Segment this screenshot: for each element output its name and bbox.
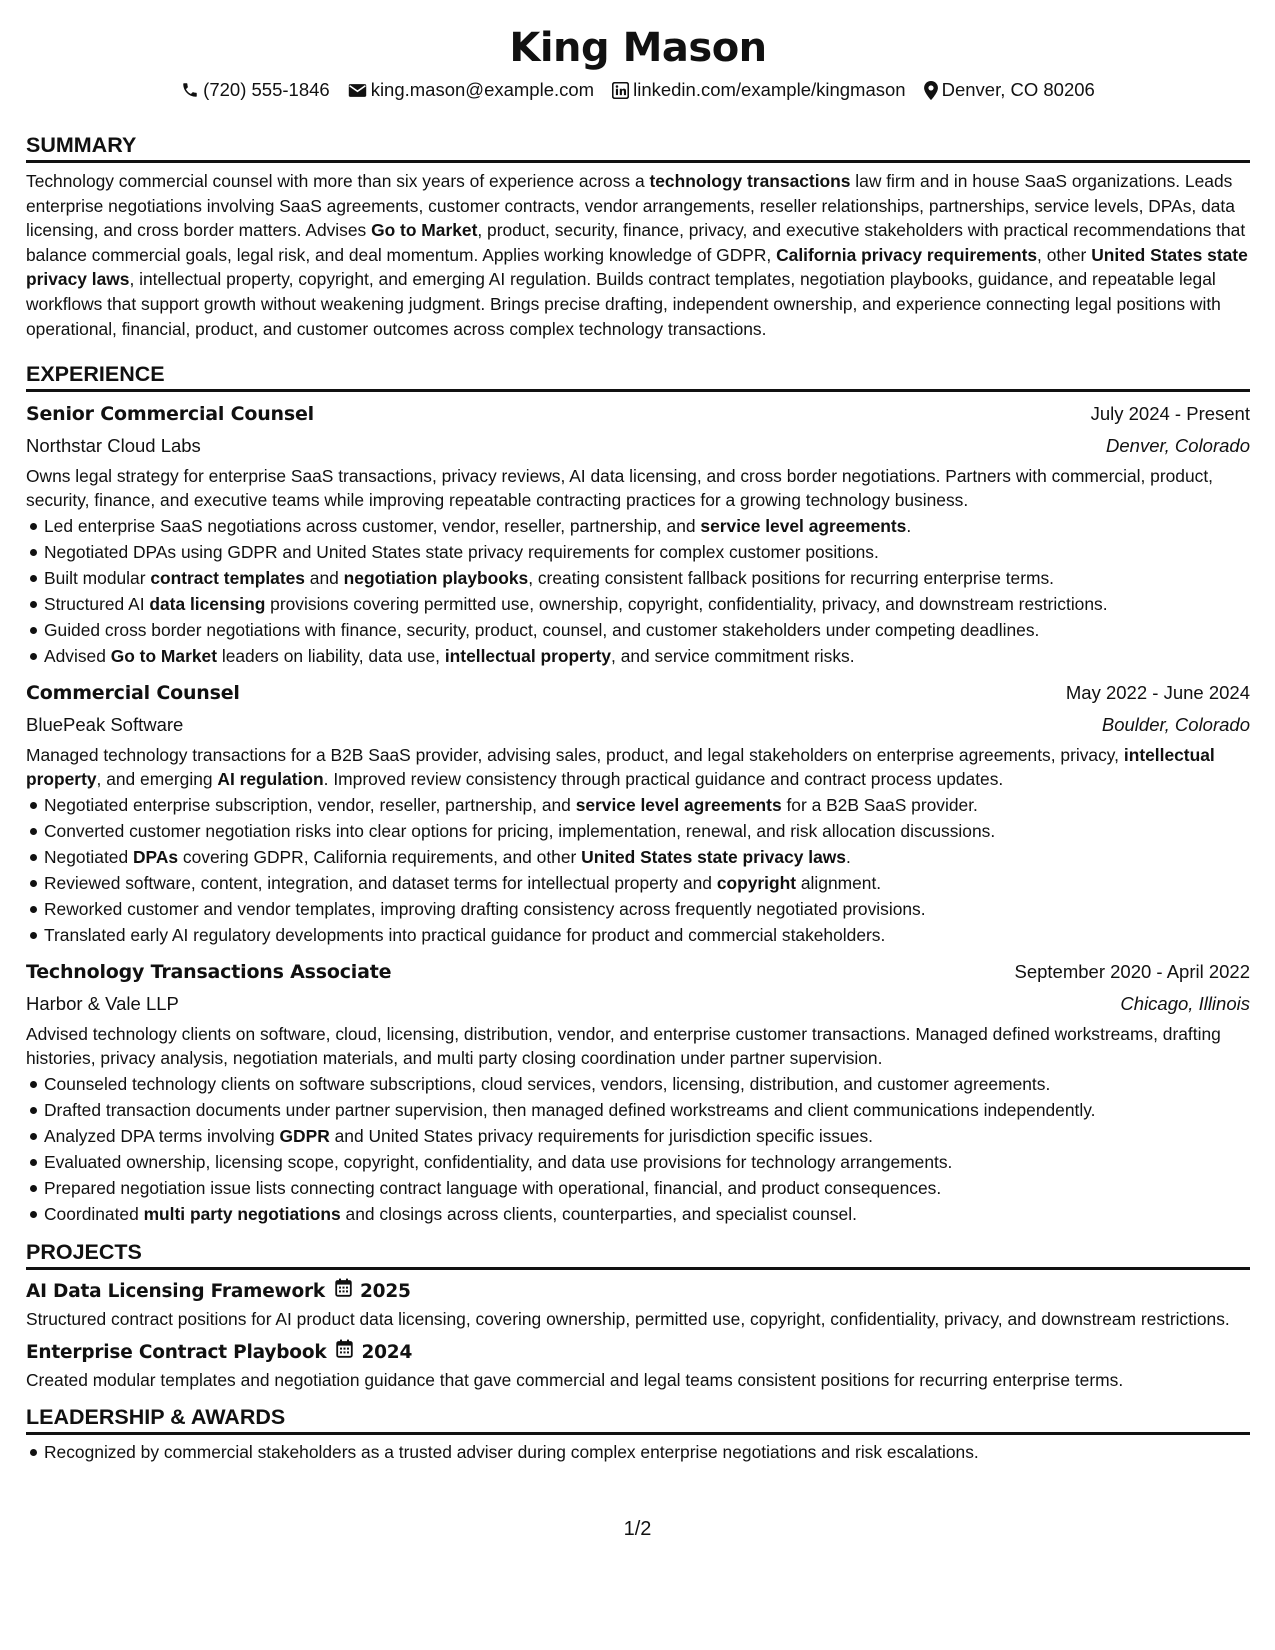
- phone-text: (720) 555-1846: [203, 79, 330, 100]
- bold-text: Go to Market: [110, 646, 217, 667]
- text-run: leaders on liability, data use,: [217, 646, 445, 667]
- project-name: AI Data Licensing Framework: [26, 1281, 325, 1303]
- job-location: Boulder, Colorado: [1101, 714, 1250, 736]
- text-run: Translated early AI regulatory developments into practical guidance for product and commercial stakeholders.: [44, 925, 886, 946]
- text-run: Technology commercial counsel with more than six years of experience across a: [26, 171, 650, 191]
- project-date: [335, 1276, 411, 1307]
- page-number: 1/2: [623, 1518, 652, 1540]
- bullet-item: [26, 792, 1250, 818]
- bold-text: California privacy requirements: [776, 244, 1038, 265]
- bullet-item: [26, 513, 1250, 539]
- job-dates: May 2022 - June 2024: [1065, 682, 1250, 704]
- bullet-item: [26, 617, 1250, 643]
- bullet-item: [26, 591, 1250, 617]
- project-entry: [26, 1276, 1250, 1331]
- project-date: [336, 1337, 412, 1368]
- contact-linkedin[interactable]: [612, 78, 906, 102]
- section-title: SUMMARY: [26, 132, 1250, 163]
- job-subheader: [26, 430, 1250, 461]
- bold-text: intellectual property: [444, 646, 612, 667]
- phone-icon: [181, 81, 199, 99]
- linkedin-text: linkedin.com/example/kingmason: [633, 79, 906, 100]
- bold-text: AI regulation: [217, 769, 324, 790]
- bullet-item: [26, 539, 1250, 565]
- text-run: , other: [1037, 244, 1092, 265]
- company-name: Harbor & Vale LLP: [26, 993, 179, 1015]
- contact-email[interactable]: [348, 78, 594, 102]
- bold-text: United States state privacy laws: [26, 244, 1248, 290]
- bullet-item: [26, 1175, 1250, 1201]
- company-name: Northstar Cloud Labs: [26, 435, 201, 457]
- bold-text: service level agreements: [700, 516, 907, 537]
- text-run: provisions covering permitted use, ownership, copyright, confidentiality, privacy, and downstream restrictions.: [265, 594, 1108, 615]
- project-year: 2025: [359, 1281, 411, 1303]
- job-entry: [26, 398, 1250, 669]
- contact-phone[interactable]: [181, 78, 330, 102]
- text-run: and: [304, 568, 344, 589]
- bullet-item: [26, 870, 1250, 896]
- bold-text: negotiation playbooks: [343, 568, 529, 589]
- text-run: and United States privacy requirements for jurisdiction specific issues.: [329, 1126, 873, 1147]
- summary-text: [26, 169, 1250, 341]
- map-pin-icon: [924, 81, 938, 100]
- email-text: king.mason@example.com: [370, 79, 595, 100]
- bold-text: intellectual property: [26, 745, 1215, 790]
- text-run: Advised: [44, 646, 111, 667]
- job-header: [26, 956, 1250, 988]
- candidate-name: King Mason: [509, 25, 767, 71]
- project-entry: [26, 1337, 1250, 1392]
- bold-text: data licensing: [149, 594, 266, 615]
- bullet-item: [26, 896, 1250, 922]
- job-header: [26, 677, 1250, 709]
- text-run: Negotiated: [44, 847, 133, 868]
- job-entry: [26, 677, 1250, 948]
- job-location: Chicago, Illinois: [1120, 993, 1250, 1015]
- experience-section: [26, 361, 1250, 1227]
- job-bullets: [26, 513, 1250, 669]
- job-summary: [26, 743, 1250, 791]
- leadership-section: [26, 1404, 1250, 1465]
- job-header: [26, 398, 1250, 430]
- envelope-icon: [348, 83, 367, 98]
- text-run: and closings across clients, counterparties, and specialist counsel.: [340, 1204, 857, 1225]
- text-run: , and service commitment risks.: [611, 646, 855, 667]
- text-run: alignment.: [796, 873, 882, 894]
- leadership-list: [26, 1439, 1250, 1465]
- job-dates: July 2024 - Present: [1090, 403, 1250, 425]
- project-header: [26, 1337, 1250, 1368]
- contact-bar: [26, 78, 1250, 102]
- job-title: Commercial Counsel: [26, 682, 240, 705]
- bullet-item: [26, 643, 1250, 669]
- bold-text: GDPR: [279, 1126, 330, 1147]
- bold-text: United States state privacy laws: [581, 847, 846, 868]
- contact-location: [924, 78, 1095, 102]
- job-subheader: [26, 709, 1250, 740]
- text-run: Negotiated DPAs using GDPR and United States state privacy requirements for complex customer positions.: [44, 542, 879, 563]
- section-title: EXPERIENCE: [26, 361, 1250, 392]
- bullet-item: [26, 818, 1250, 844]
- text-run: Guided cross border negotiations with finance, security, product, counsel, and customer stakeholders under competing deadlines.: [44, 620, 1040, 641]
- job-list: [26, 398, 1250, 1227]
- text-run: Reviewed software, content, integration, and dataset terms for intellectual property and: [44, 873, 717, 894]
- bullet-item: [26, 1201, 1250, 1227]
- text-run: Evaluated ownership, licensing scope, copyright, confidentiality, and data use provisions for technology arrangements.: [44, 1152, 953, 1173]
- summary-section: [26, 132, 1250, 341]
- project-list: [26, 1276, 1250, 1392]
- text-run: .: [845, 847, 851, 868]
- bold-text: multi party negotiations: [143, 1204, 341, 1225]
- location-text: Denver, CO 80206: [941, 79, 1095, 100]
- project-name: Enterprise Contract Playbook: [26, 1342, 327, 1364]
- job-subheader: [26, 988, 1250, 1019]
- text-run: Managed technology transactions for a B2B SaaS provider, advising sales, product, and legal stakeholders on enterprise agreements, privacy,: [26, 745, 1124, 766]
- text-run: Advised technology clients on software, cloud, licensing, distribution, vendor, and enterprise customer transactions. Managed defined workstreams, drafting histories, privacy analysis, negotiation materials, and multi party closing coordination under partner supervision.: [26, 1024, 1221, 1069]
- resume-page: [26, 22, 1250, 1465]
- text-run: Prepared negotiation issue lists connecting contract language with operational, financial, and product consequences.: [44, 1178, 942, 1199]
- section-title: LEADERSHIP & AWARDS: [26, 1404, 1250, 1435]
- job-location: Denver, Colorado: [1106, 435, 1250, 457]
- job-summary: [26, 464, 1250, 512]
- project-description: Structured contract positions for AI product data licensing, covering ownership, permitted use, copyright, confidentiality, privacy, and downstream restrictions.: [26, 1309, 1230, 1330]
- text-run: , creating consistent fallback positions for recurring enterprise terms.: [528, 568, 1055, 589]
- text-run: Drafted transaction documents under partner supervision, then managed defined workstreams and client communications independently.: [44, 1100, 1096, 1121]
- text-run: Reworked customer and vendor templates, improving drafting consistency across frequently negotiated provisions.: [44, 899, 926, 920]
- calendar-icon: [335, 1276, 352, 1307]
- bold-text: DPAs: [132, 847, 179, 868]
- bold-text: copyright: [716, 873, 797, 894]
- bullet-item: [26, 1123, 1250, 1149]
- bold-text: service level agreements: [575, 795, 782, 816]
- text-run: , product, security, finance, privacy, and executive stakeholders with practical recommendations that balance commercial goals, legal risk, and deal momentum. Applies working knowledge of GDPR,: [26, 220, 1246, 265]
- calendar-icon: [336, 1337, 353, 1368]
- text-run: Analyzed DPA terms involving: [44, 1126, 280, 1147]
- project-year: 2024: [361, 1342, 413, 1364]
- bullet-item: Recognized by commercial stakeholders as a trusted adviser during complex enterprise negotiations and risk escalations.: [26, 1439, 1250, 1465]
- text-run: Led enterprise SaaS negotiations across customer, vendor, reseller, partnership, and: [44, 516, 701, 537]
- text-run: , and emerging: [96, 769, 218, 790]
- linkedin-icon: [612, 82, 629, 99]
- bullet-item: [26, 1097, 1250, 1123]
- bold-text: Go to Market: [371, 220, 478, 241]
- bold-text: contract templates: [150, 568, 305, 589]
- text-run: Built modular: [44, 568, 151, 589]
- text-run: Converted customer negotiation risks into clear options for pricing, implementation, renewal, and risk allocation discussions.: [44, 821, 996, 842]
- bullet-item: [26, 1071, 1250, 1097]
- company-name: BluePeak Software: [26, 714, 184, 736]
- text-run: , intellectual property, copyright, and emerging AI regulation. Builds contract templates, negotiation playbooks, guidance, and repeatable legal workflows that support growth without weakening judgment. Brings precise drafting, independent ownership, and experience connecting legal positions with operational, financial, product, and customer outcomes across complex technology transactions.: [26, 269, 1221, 339]
- text-run: Counseled technology clients on software subscriptions, cloud services, vendors, licensing, distribution, and customer agreements.: [44, 1074, 1051, 1095]
- job-entry: [26, 956, 1250, 1227]
- text-run: covering GDPR, California requirements, and other: [178, 847, 582, 868]
- bullet-item: [26, 565, 1250, 591]
- text-run: Coordinated: [44, 1204, 144, 1225]
- project-description: Created modular templates and negotiation guidance that gave commercial and legal teams consistent positions for recurring enterprise terms.: [26, 1370, 1124, 1391]
- job-summary: [26, 1022, 1250, 1070]
- bullet-item: [26, 844, 1250, 870]
- text-run: . Improved review consistency through practical guidance and contract process updates.: [323, 769, 1004, 790]
- bold-text: technology transactions: [649, 171, 851, 191]
- projects-section: [26, 1239, 1250, 1392]
- job-title: Technology Transactions Associate: [26, 961, 392, 984]
- job-bullets: [26, 792, 1250, 948]
- text-run: Owns legal strategy for enterprise SaaS transactions, privacy reviews, AI data licensing, and cross border negotiations. Partners with commercial, product, security, finance, and executive teams while improving repeatable contracting practices for a growing technology business.: [26, 466, 1213, 511]
- project-header: [26, 1276, 1250, 1307]
- job-title: Senior Commercial Counsel: [26, 403, 314, 426]
- text-run: .: [906, 516, 912, 537]
- section-title: PROJECTS: [26, 1239, 1250, 1270]
- bullet-item: [26, 922, 1250, 948]
- bullet-item: [26, 1149, 1250, 1175]
- text-run: Negotiated enterprise subscription, vendor, reseller, partnership, and: [44, 795, 576, 816]
- job-dates: September 2020 - April 2022: [1014, 961, 1250, 983]
- text-run: for a B2B SaaS provider.: [781, 795, 978, 816]
- text-run: Structured AI: [44, 594, 150, 615]
- job-bullets: [26, 1071, 1250, 1227]
- text-run: law firm and in house SaaS organizations. Leads enterprise negotiations involving SaaS agreements, customer contracts, vendor arrangements, reseller relationships, partnerships, service levels, DPAs, data licensing, and cross border matters. Advises: [26, 171, 1235, 241]
